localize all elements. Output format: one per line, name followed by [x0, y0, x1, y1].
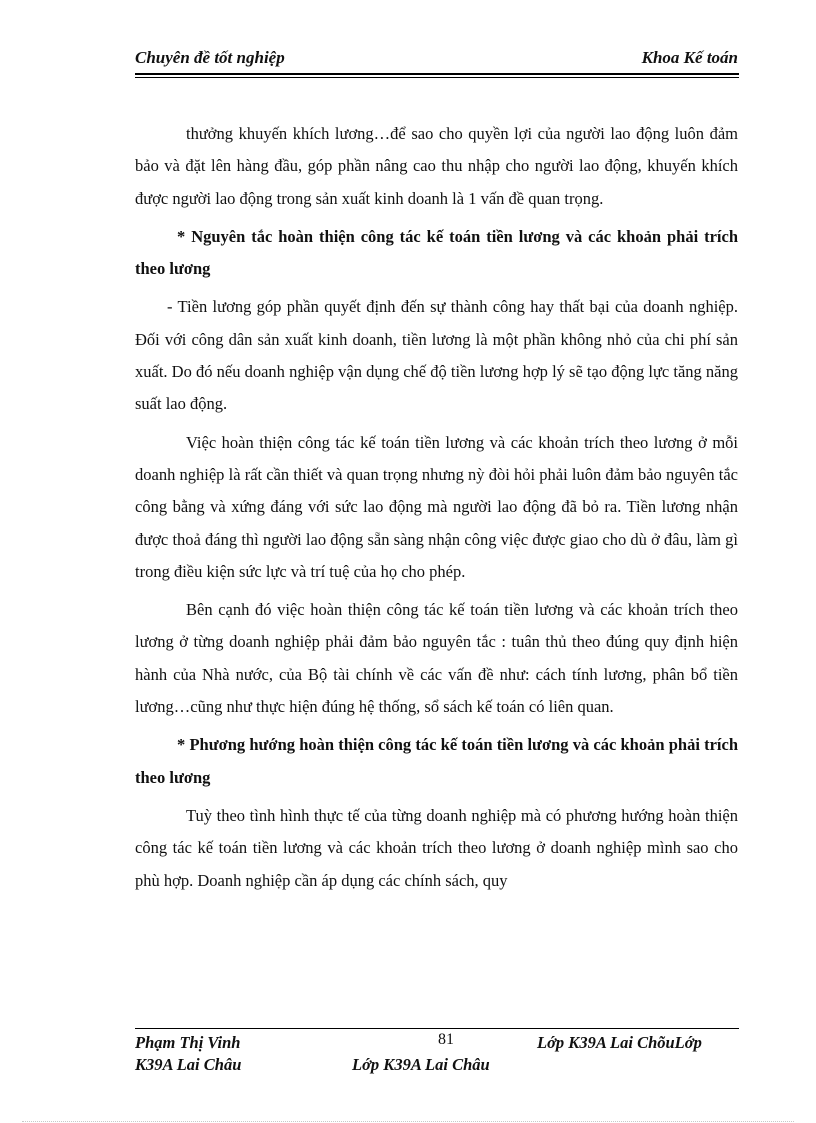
page-header — [135, 48, 738, 72]
page-body — [135, 118, 738, 897]
paragraph-1: thưởng khuyến khích lương…để sao cho quyền lợi của người lao động luôn đảm bảo và đặt lên hàng đầu, góp phần nâng cao thu nhập cho người lao động, khuyến khích được người lao động trong sản xuất kinh doanh là 1 vấn đề quan trọng. — [135, 124, 738, 208]
footer-class-line2-left: K39A Lai Châu — [135, 1055, 242, 1074]
footer-author: Phạm Thị Vinh — [135, 1033, 241, 1052]
footer-class-line2-mid: Lớp K39A Lai Châu — [352, 1055, 490, 1074]
header-title: Chuyên đề tốt nghiệp — [135, 48, 285, 67]
page-number: 81 — [438, 1031, 454, 1048]
footer-class-right: Lớp K39A Lai ChõuLớp — [537, 1033, 702, 1052]
footer-rule — [135, 1028, 739, 1029]
paragraph-3: Việc hoàn thiện công tác kế toán tiền lương và các khoản trích theo lương ở mỗi doanh nghiệp là rất cần thiết và quan trọng nhưng nỳ đòi hỏi phải luôn đảm bảo nguyên tắc công bằng và xứng đáng với sức lao động mà người lao động đã bỏ ra. Tiền lương nhận được thoả đáng thì người lao động sẵn sàng nhận công việc được giao cho dù ở đâu, làm gì trong điều kiện sức lực và trí tuệ của họ cho phép. — [135, 432, 738, 581]
header-rule-thick — [135, 73, 739, 75]
heading-directions: * Phương hướng hoàn thiện công tác kế toán tiền lương và các khoản phải trích theo lương — [135, 735, 738, 787]
header-rule-thin — [135, 77, 739, 78]
header-department: Khoa Kế toán — [641, 48, 738, 67]
page-edge-dotted-line — [22, 1121, 794, 1122]
paragraph-4: Bên cạnh đó việc hoàn thiện công tác kế toán tiền lương và các khoản trích theo lương ở từng doanh nghiệp phải đảm bảo nguyên tắc : tuân thủ theo đúng quy định hiện hành của Nhà nước, của Bộ tài chính về các vấn đề như: cách tính lương, phân bổ tiền lương…cũng như thực hiện đúng hệ thống, sổ sách kế toán có liên quan. — [135, 600, 738, 717]
heading-principles: * Nguyên tắc hoàn thiện công tác kế toán tiền lương và các khoản phải trích theo lương — [135, 226, 738, 279]
paragraph-5: Tuỳ theo tình hình thực tế của từng doanh nghiệp mà có phương hướng hoàn thiện công tác kế toán tiền lương và các khoản trích theo lương ở doanh nghiệp mình sao cho phù hợp. Doanh nghiệp cần áp dụng các chính sách, quy — [135, 805, 738, 890]
paragraph-2: - Tiền lương góp phần quyết định đến sự thành công hay thất bại của doanh nghiệp. Đối với công dân sản xuất kinh doanh, tiền lương là một phần không nhỏ của chi phí sản xuất. Do đó nếu doanh nghiệp vận dụng chế độ tiền lương hợp lý sẽ tạo động lực tăng năng suất lao động. — [135, 297, 738, 414]
